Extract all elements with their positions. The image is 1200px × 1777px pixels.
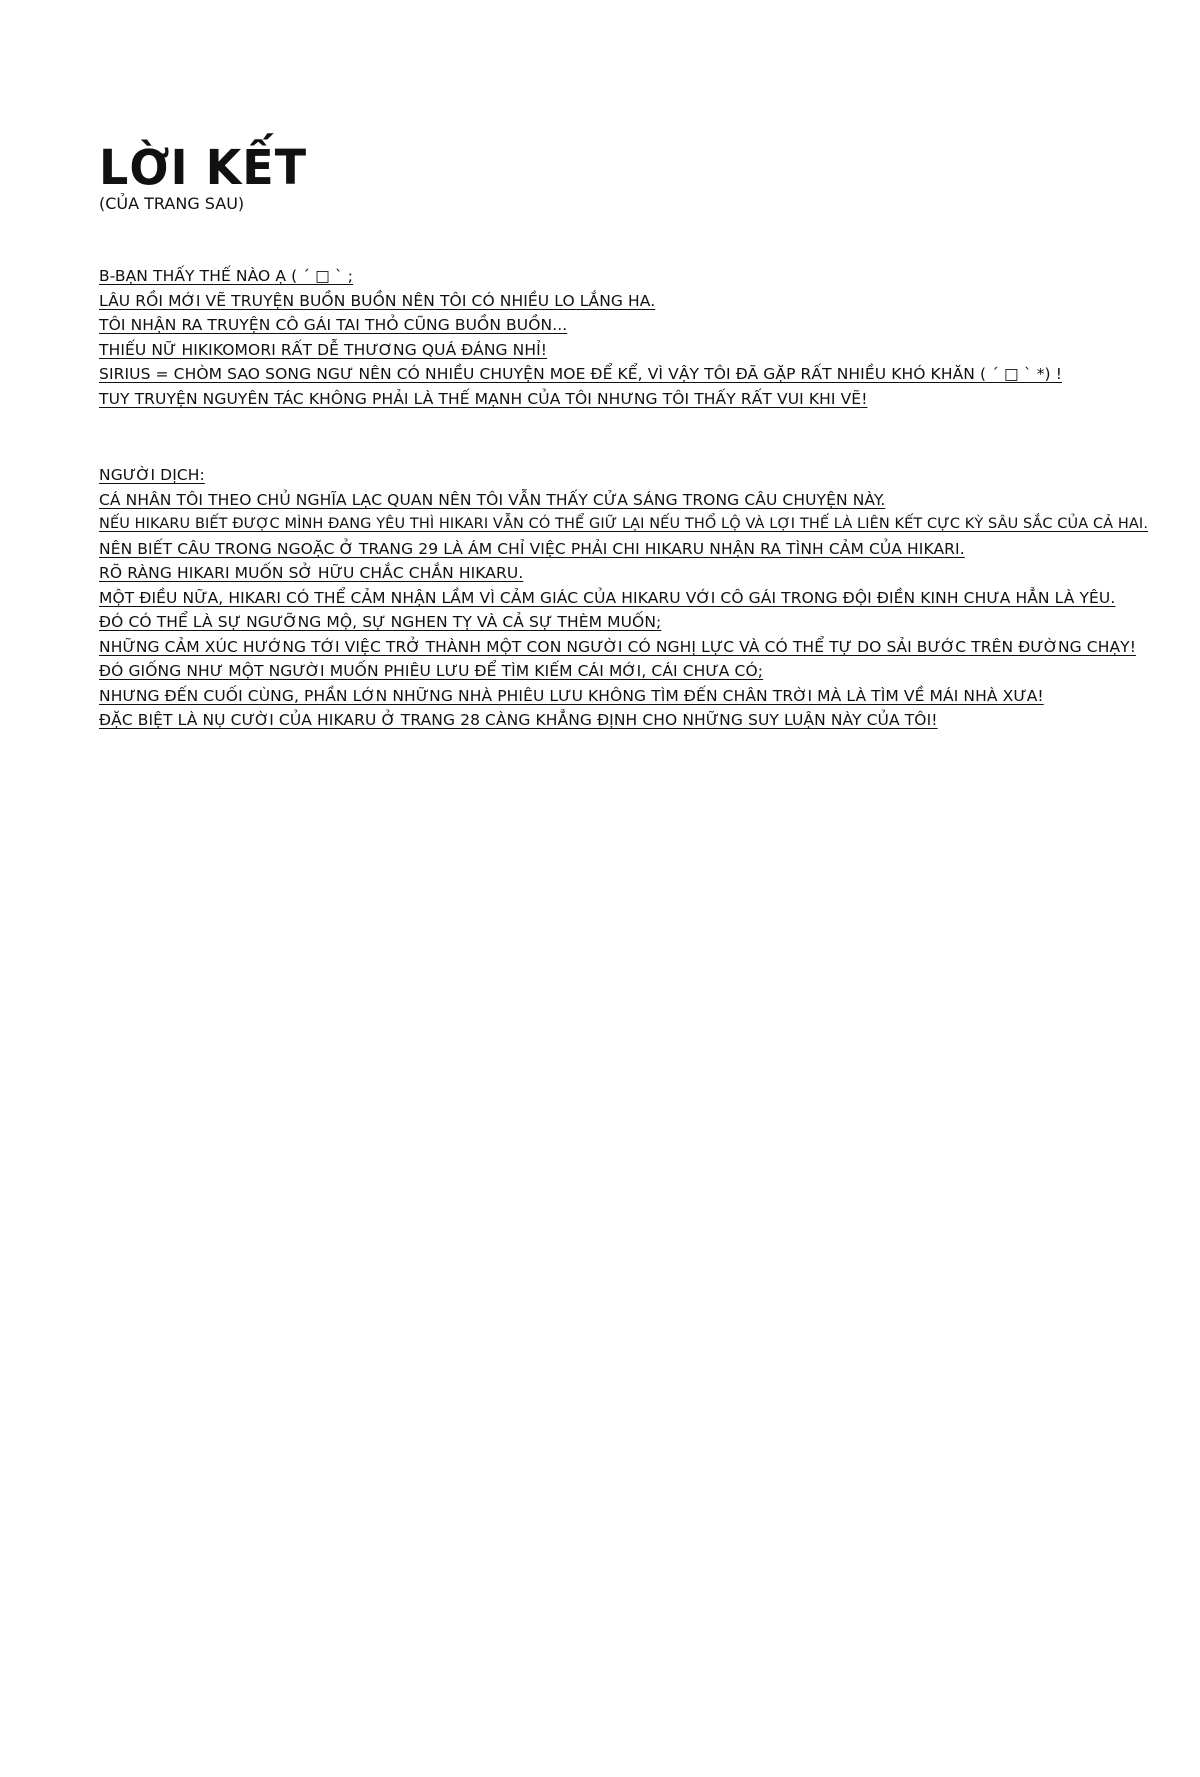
translator-note-line: NHƯNG ĐẾN CUỐI CÙNG, PHẦN LỚN NHỮNG NHÀ PHIÊU LƯU KHÔNG TÌM ĐẾN CHÂN TRỜI MÀ LÀ TÌM VỀ MÁI NHÀ XƯA! [99,686,1044,705]
translator-note-line: NẾU HIKARU BIẾT ĐƯỢC MÌNH ĐANG YÊU THÌ HIKARI VẪN CÓ THỂ GIỮ LẠI NẾU THỔ LỘ VÀ LỢI THẾ LÀ LIÊN KẾT CỰC KỲ SÂU SẮC CỦA CẢ HAI. [99,516,1149,532]
translator-note-line: MỘT ĐIỀU NỮA, HIKARI CÓ THỂ CẢM NHẬN LẦM VÌ CẢM GIÁC CỦA HIKARU VỚI CÔ GÁI TRONG ĐỘI ĐIỀN KINH CHƯA HẲN LÀ YÊU. [99,588,1116,607]
author-note-line: B-BẠN THẤY THẾ NÀO Ạ ( ´ □ ` ; [99,267,354,285]
author-note-line: LÂU RỒI MỚI VẼ TRUYỆN BUỒN BUỒN NÊN TÔI CÓ NHIỀU LO LẮNG HA. [99,291,656,310]
author-note-line: TÔI NHẬN RA TRUYỆN CÔ GÁI TAI THỎ CŨNG BUỒN BUỒN... [99,316,568,334]
afterword-page [99,140,1169,733]
translator-note-line: CÁ NHÂN TÔI THEO CHỦ NGHĨA LẠC QUAN NÊN TÔI VẪN THẤY CỬA SÁNG TRONG CÂU CHUYỆN NÀY. [99,490,886,509]
translator-note-heading: NGƯỜI DỊCH: [99,466,205,484]
translator-note-line: ĐÓ GIỐNG NHƯ MỘT NGƯỜI MUỐN PHIÊU LƯU ĐỂ TÌM KIẾM CÁI MỚI, CÁI CHƯA CÓ; [99,662,764,680]
author-note-line: THIẾU NỮ HIKIKOMORI RẤT DỄ THƯƠNG QUÁ ĐÁNG NHỈ! [99,340,548,359]
page-title: LỜI KẾT [99,138,308,196]
translator-note-line: NHỮNG CẢM XÚC HƯỚNG TỚI VIỆC TRỞ THÀNH MỘT CON NGƯỜI CÓ NGHỊ LỰC VÀ CÓ THỂ TỰ DO SẢI BƯỚC TRÊN ĐƯỜNG CHẠY! [99,637,1137,656]
translator-note-line: ĐÓ CÓ THỂ LÀ SỰ NGƯỠNG MỘ, SỰ NGHEN TỴ VÀ CẢ SỰ THÈM MUỐN; [99,613,662,631]
translator-note-line: ĐẶC BIỆT LÀ NỤ CƯỜI CỦA HIKARU Ở TRANG 28 CÀNG KHẲNG ĐỊNH CHO NHỮNG SUY LUẬN NÀY CỦA TÔI! [99,711,938,729]
author-note-line: SIRIUS = CHÒM SAO SONG NGƯ NÊN CÓ NHIỀU CHUYỆN MOE ĐỂ KỂ, VÌ VẬY TÔI ĐÃ GẶP RẤT NHIỀU KHÓ KHĂN ( ´ □ ` *) ! [99,365,1063,383]
author-note-line: TUY TRUYỆN NGUYÊN TÁC KHÔNG PHẢI LÀ THẾ MẠNH CỦA TÔI NHƯNG TÔI THẤY RẤT VUI KHI VẼ! [99,389,868,408]
translator-note [99,463,1169,733]
translator-note-line: NÊN BIẾT CÂU TRONG NGOẶC Ở TRANG 29 LÀ ÁM CHỈ VIỆC PHẢI CHI HIKARU NHẬN RA TÌNH CẢM CỦA HIKARI. [99,539,965,558]
translator-note-line: RÕ RÀNG HIKARI MUỐN SỞ HỮU CHẮC CHẮN HIKARU. [99,564,524,582]
author-note [99,264,1169,411]
page-subtitle: (CỦA TRANG SAU) [99,194,245,213]
